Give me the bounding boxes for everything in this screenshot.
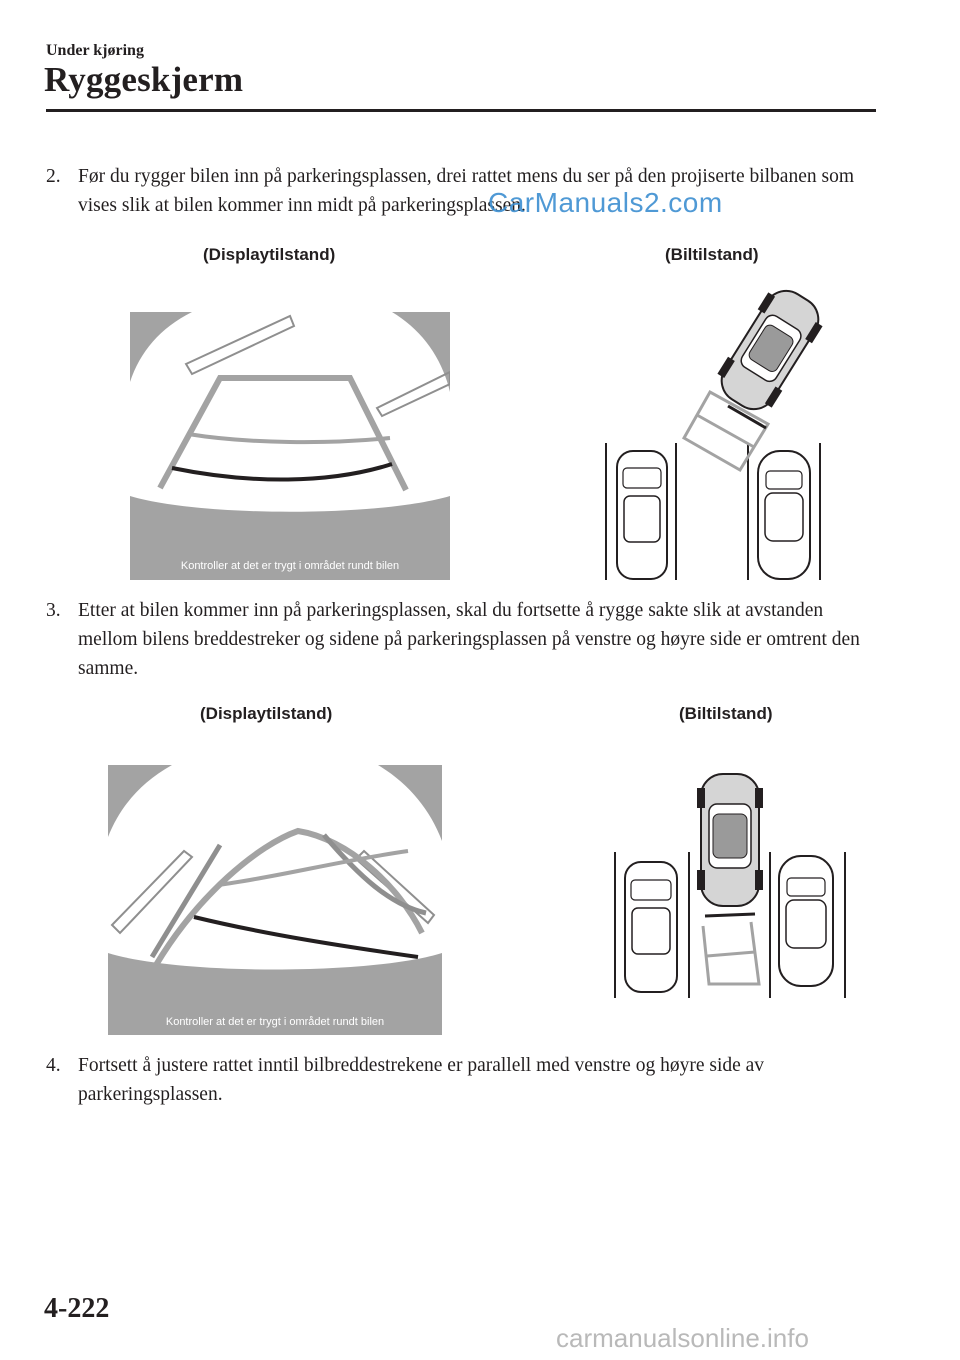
- page-title: Ryggeskjerm: [44, 60, 244, 99]
- step-text: Fortsett å justere rattet inntil bilbreddestrekene er parallell med venstre og høyre side av parkeringsplassen.: [78, 1055, 765, 1105]
- vehicle-caption-2: (Biltilstand): [679, 704, 773, 723]
- step-number: 2.: [46, 166, 61, 187]
- step-2: [46, 162, 876, 220]
- step-number: 3.: [46, 600, 61, 621]
- step-text: Etter at bilen kommer inn på parkeringsplassen, skal du fortsette å rygge sakte slik at avstanden mellom bilens breddestreker og sidene på parkeringsplassen på venstre og høyre side er omtrent den samme.: [78, 600, 860, 679]
- page-number: 4-222: [44, 1293, 110, 1324]
- vehicle-illustration-2: [605, 770, 855, 1002]
- step-4: [46, 1051, 876, 1109]
- warning-text: Kontroller at det er trygt i området rundt bilen: [165, 1016, 385, 1028]
- step-number: 4.: [46, 1055, 61, 1076]
- section-label: Under kjøring: [46, 42, 144, 59]
- vehicle-illustration-1: [600, 288, 840, 584]
- watermark-bottom: carmanualsonline.info: [556, 1323, 809, 1353]
- vehicle-caption-1: (Biltilstand): [665, 245, 759, 264]
- title-divider: [46, 109, 876, 112]
- display-caption-2: (Displaytilstand): [200, 704, 333, 723]
- step-3: [46, 596, 876, 683]
- step-text: Før du rygger bilen inn på parkeringsplassen, drei rattet mens du ser på den projiserte bilbanen som vises slik at bilen kommer inn midt på parkeringsplassen.: [78, 166, 855, 216]
- display-caption-1: (Displaytilstand): [203, 245, 336, 264]
- display-illustration-2: [108, 765, 442, 1035]
- warning-text: Kontroller at det er trygt i området rundt bilen: [180, 560, 400, 572]
- watermark-top: CarManuals2.com: [488, 187, 723, 218]
- display-illustration-1: [130, 312, 450, 580]
